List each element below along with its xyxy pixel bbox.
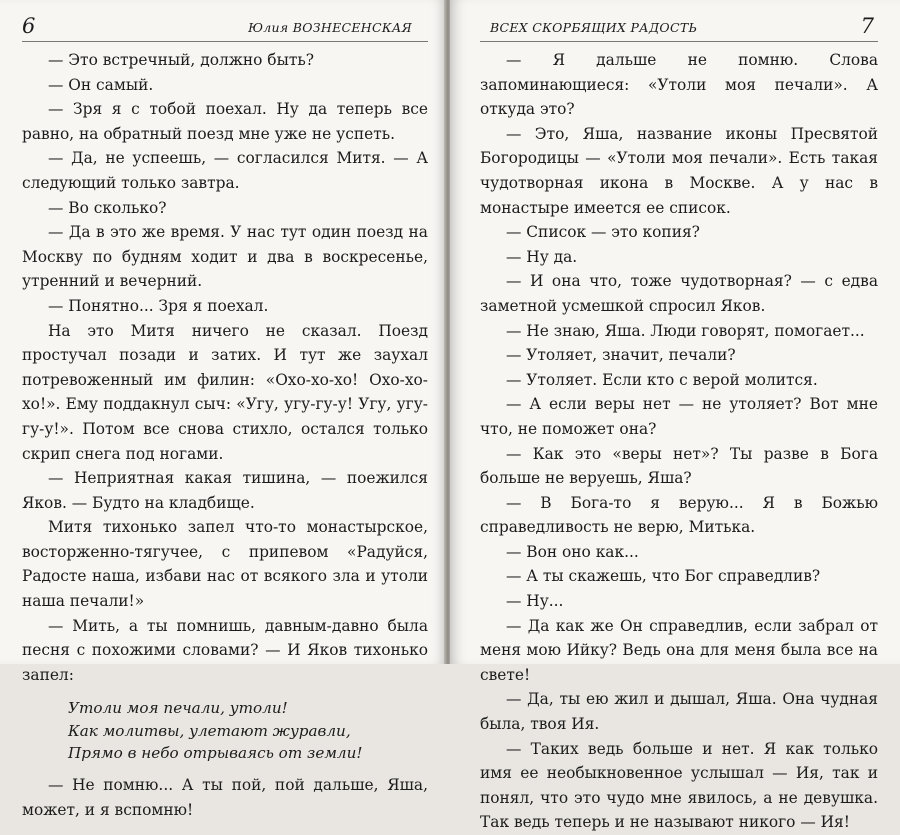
paragraph: — А если веры нет — не утоляет? Вот мне что, не поможет она? (480, 395, 878, 438)
right-page-header (480, 14, 878, 48)
paragraph: — Зря я с тобой поехал. Ну да теперь все равно, на обратный поезд мне уже не успеть. (22, 100, 428, 143)
paragraph: — Утоляет, значит, печали? (506, 346, 736, 365)
page-number: 6 (22, 14, 36, 38)
paragraph: — Не помню... А ты пой, пой дальше, Яша, может, и я вспомню! (22, 775, 428, 819)
right-page-text (480, 48, 878, 835)
running-head: Юлия ВОЗНЕСЕНСКАЯ (248, 20, 412, 35)
running-head: ВСЕХ СКОРБЯЩИХ РАДОСТЬ (490, 20, 698, 35)
paragraph: — Это встречный, должно быть? (48, 51, 314, 69)
paragraph: — Во сколько? (48, 198, 167, 217)
paragraph: — Ну да. (506, 247, 578, 266)
paragraph: — Понятно... Зря я поехал. (48, 296, 269, 315)
verse-line: Как молитвы, улетают журавли, (68, 721, 351, 740)
paragraph: — Он самый. (48, 75, 154, 94)
header-rule (22, 41, 428, 42)
paragraph: — Да, не успеешь, — согласился Митя. — А следующий только завтра. (22, 149, 428, 192)
header-rule (480, 41, 878, 42)
left-page (0, 0, 446, 819)
paragraph: — Неприятная какая тишина, — поежился Яков. — Будто на кладбище. (22, 469, 428, 512)
verse-block (68, 697, 428, 765)
paragraph: — Это, Яша, название иконы Пресвятой Богородицы — «Утоли моя печали». Есть такая чудотворная икона в Москве. А у нас в монастыре имеется ее список. (480, 124, 878, 217)
paragraph: — Список — это копия? (506, 223, 700, 242)
paragraph: — Мить, а ты помнишь, давным-давно была песня с похожими словами? — И Яков тихонько запел: (22, 616, 428, 684)
paragraph: — Ну... (506, 592, 564, 611)
paragraph: — Не знаю, Яша. Люди говорят, помогает... (506, 321, 865, 340)
paragraph: — Да, ты ею жил и дышал, Яша. Она чудная была, твоя Ия. (480, 690, 878, 734)
paragraph: — Вон оно как... (506, 542, 639, 561)
paragraph: — Да как же Он справедлив, если забрал от меня мою Ийку? Ведь она для меня была все на свете! (480, 616, 878, 684)
paragraph: — Таких ведь больше и нет. Я как только имя ее необыкновенное услышал — Ия, так и понял, что это чудо мне явилось, а не девушка. Так ведь теперь и не называют никого — Ия! (480, 739, 878, 832)
left-page-header (22, 14, 428, 48)
paragraph: — В Бога-то я верую... Я в Божью справедливость не верю, Митька. (480, 493, 878, 537)
paragraph: — Да в это же время. У нас тут один поезд на Москву по будням ходит и два в воскресенье, утренний и вечерний. (22, 223, 428, 291)
paragraph: Митя тихонько запел что-то монастырское, восторженно-тягучее, с припевом «Радуйся, Радосте наша, избави нас от всякого зла и утоли наша печали!» (22, 518, 428, 611)
paragraph: — Утоляет. Если кто с верой молится. (506, 370, 818, 389)
paragraph: — Я дальше не помню. Слова запоминающиеся: «Утоли моя печали». А откуда это? (480, 51, 878, 119)
verse-line: Прямо в небо отрываясь от земли! (68, 744, 363, 763)
verse-line: Утоли моя печали, утоли! (68, 699, 288, 718)
page-number: 7 (860, 14, 874, 38)
paragraph: На это Митя ничего не сказал. Поезд простучал позади и затих. И тут же заухал потревоженный им филин: «Охо-хо-хо! Охо-хо-хо!». Ему поддакнул сыч: «Угу, угу-гу-у! Угу, угу-гу-у!». Потом все снова стихло, остался только скрип снега под ногами. (22, 321, 428, 463)
paragraph: — А ты скажешь, что Бог справедлив? (506, 567, 821, 586)
paragraph: — И она что, тоже чудотворная? — с едва заметной усмешкой спросил Яков. (480, 272, 878, 315)
left-page-text (22, 48, 428, 822)
right-page (450, 0, 900, 832)
paragraph: — Как это «веры нет»? Ты разве в Бога больше не веруешь, Яша? (480, 444, 878, 488)
